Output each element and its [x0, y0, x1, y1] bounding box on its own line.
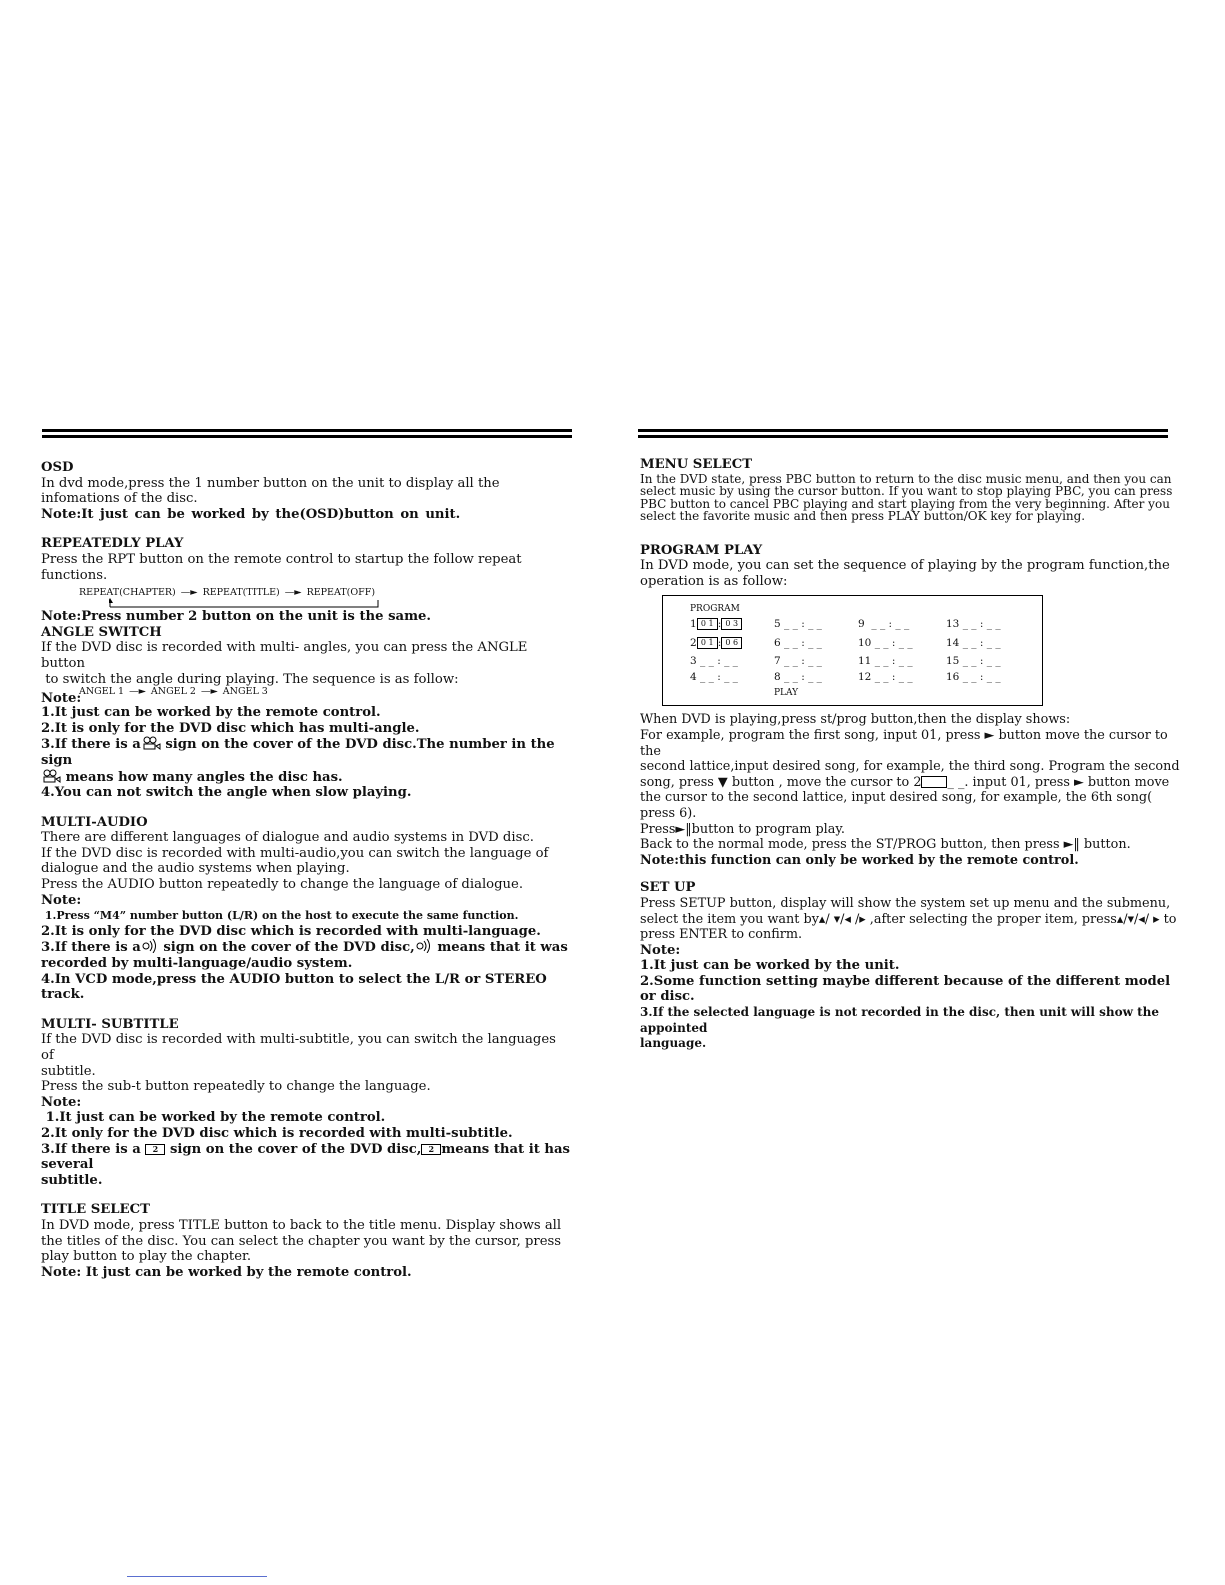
repeat-heading: REPEATEDLY PLAY — [41, 536, 184, 552]
setup-text-2: select the item you want by▴/ ▾/◂ /▸ ,after selecting the proper item, press▴/▾/◂/ ▸ to — [640, 911, 1177, 927]
repeat-chapter-label: REPEAT(CHAPTER) — [79, 587, 176, 599]
slot-1-number: 1 — [690, 618, 697, 631]
setup-note-label: Note: — [640, 942, 681, 958]
subtitle-note-3 — [41, 1142, 571, 1173]
audio-note-1: 1.Press “M4” number button (L/R) on the host to execute the same function. — [41, 909, 519, 923]
angle-note-4: 4.You can not switch the angle when slow playing. — [41, 785, 412, 801]
program-para-2: For example, program the first song, input 01, press ► button move the cursor to the — [640, 727, 1168, 759]
program-slot-13: 13 _ _ : _ _ — [946, 618, 1001, 631]
lattice-2a: 0 1 — [697, 637, 718, 649]
menu-heading: MENU SELECT — [640, 457, 753, 472]
program-text-1: In DVD mode, you can set the sequence of playing by the program function,the — [640, 558, 1170, 574]
audio-note-3-cont: recorded by multi-language/audio system. — [41, 956, 353, 972]
angle-1-label: ANGEL 1 — [79, 686, 125, 698]
program-slot-14: 14 _ _ : _ _ — [946, 637, 1001, 650]
menu-text-4: select the favorite music and then press PLAY button/OK key for playing. — [640, 509, 1086, 524]
audio-waves-icon — [141, 939, 159, 953]
program-note: Note:this function can only be worked by the remote control. — [640, 852, 1079, 868]
subtitle-note-label: Note: — [41, 1094, 82, 1110]
angle-note-3a: 3.If there is a — [41, 737, 141, 753]
right-column — [640, 457, 1180, 1052]
camera-angle-icon — [141, 736, 161, 750]
title-select-text-1: In DVD mode, press TITLE button to back to the title menu. Display shows all — [41, 1217, 562, 1233]
angle-note-3b: sign on the cover of the DVD disc.The number in the sign — [41, 737, 555, 768]
title-select-heading: TITLE SELECT — [41, 1202, 150, 1218]
arrow-right-icon: —► — [284, 587, 302, 599]
audio-text-3: dialogue and the audio systems when playing. — [41, 861, 350, 877]
angle-note-1: 1.It just can be worked by the remote control. — [41, 705, 381, 721]
subtitle-note-3a: 3.If there is a — [41, 1141, 141, 1157]
program-para-1: When DVD is playing,press st/prog button,then the display shows: — [640, 712, 1071, 728]
osd-text-1: In dvd mode,press the 1 number button on the unit to display all the — [41, 475, 500, 491]
program-slot-11: 11 _ _ : _ _ — [858, 655, 913, 668]
repeat-note: Note:Press number 2 button on the unit is the same. — [41, 609, 432, 625]
right-header-rule — [638, 429, 1168, 438]
angle-2-label: ANGEL 2 — [150, 686, 196, 698]
program-slot-5: 5 _ _ : _ _ — [774, 618, 822, 631]
lattice-1b: 0 3 — [721, 618, 742, 630]
repeat-off-label: REPEAT(OFF) — [306, 587, 376, 599]
program-para-3: second lattice,input desired song, for example, the third song. Program the second — [640, 759, 1180, 775]
angle-sequence — [79, 686, 268, 698]
title-select-text-2: the titles of the disc. You can select the chapter you want by the cursor, press — [41, 1233, 562, 1249]
setup-note-3: 3.If the selected language is not recorded in the disc, then unit will show the appointed — [640, 1005, 1159, 1035]
lattice-2b: 0 6 — [721, 637, 742, 649]
audio-text-2: If the DVD disc is recorded with multi-audio,you can switch the language of — [41, 845, 549, 861]
program-box-play: PLAY — [774, 688, 799, 699]
setup-text-3: press ENTER to confirm. — [640, 927, 803, 943]
angle-note-3 — [41, 736, 571, 768]
subtitle-note-1: 1.It just can be worked by the remote control. — [41, 1110, 386, 1126]
camera-angle-icon — [41, 769, 61, 783]
lattice-cursor-icon — [921, 776, 947, 788]
program-display-box — [662, 595, 1043, 706]
program-slot-3: 3 _ _ : _ _ — [690, 655, 738, 668]
osd-text-2: infomations of the disc. — [41, 491, 198, 507]
setup-text-1: Press SETUP button, display will show the system set up menu and the submenu, — [640, 895, 1171, 911]
audio-heading: MULTI-AUDIO — [41, 814, 148, 830]
angle-note-3c: means how many angles the disc has. — [65, 769, 343, 785]
subtitle-note-3b: sign on the cover of the DVD disc, — [169, 1141, 422, 1157]
menu-text-2: select music by using the cursor button. If you want to stop playing PBC, you can press — [640, 484, 1173, 499]
angle-text-2: to switch the angle during playing. The sequence is as follow: — [41, 671, 459, 687]
program-para-6: Press►‖button to program play. — [640, 821, 845, 837]
program-slot-16: 16 _ _ : _ _ — [946, 671, 1001, 684]
program-slot-8: 8 _ _ : _ _ — [774, 671, 822, 684]
program-slot-6: 6 _ _ : _ _ — [774, 637, 822, 650]
menu-text-1: In the DVD state, press PBC button to return to the disc music menu, and then you can — [640, 471, 1172, 486]
setup-heading: SET UP — [640, 880, 696, 896]
program-para-4 — [640, 775, 1180, 791]
program-heading: PROGRAM PLAY — [640, 542, 763, 558]
audio-note-2: 2.It is only for the DVD disc which is recorded with multi-language. — [41, 923, 541, 939]
program-slot-4: 4 _ _ : _ _ — [690, 671, 738, 684]
program-slot-9: 9 _ _ : _ _ — [858, 618, 910, 631]
program-slot-7: 7 _ _ : _ _ — [774, 655, 822, 668]
title-select-note: Note: It just can be worked by the remote control. — [41, 1264, 412, 1280]
subtitle-text-3: Press the sub-t button repeatedly to change the language. — [41, 1079, 431, 1095]
osd-note: Note:It just can be worked by the(OSD)button on unit. — [41, 506, 461, 522]
program-para-7: Back to the normal mode, press the ST/PROG button, then press ►‖ button. — [640, 837, 1131, 853]
slot-2-number: 2 — [690, 637, 697, 650]
angle-heading: ANGLE SWITCH — [41, 624, 162, 640]
angle-text-1: If the DVD disc is recorded with multi- angles, you can press the ANGLE button — [41, 640, 528, 671]
repeat-title-label: REPEAT(TITLE) — [202, 587, 280, 599]
subtitle-note-3c: means that it has several — [41, 1141, 570, 1173]
audio-note-3c: means that it was — [437, 940, 568, 956]
audio-note-label: Note: — [41, 892, 82, 908]
program-slot-1: 1 0 1 : 0 3 — [690, 617, 742, 633]
menu-text-3: PBC button to cancel PBC playing and start playing from the very beginning. After you — [640, 496, 1170, 511]
subtitle-note-2: 2.It only for the DVD disc which is recorded with multi-subtitle. — [41, 1125, 513, 1141]
angle-note-label: Note: — [41, 691, 82, 707]
program-box-title: PROGRAM — [690, 604, 740, 615]
audio-note-3b: sign on the cover of the DVD disc, — [163, 940, 415, 956]
loop-back-arrow-icon — [109, 598, 389, 608]
subtitle-sign-icon: 2 — [145, 1144, 165, 1155]
audio-note-4: 4.In VCD mode,press the AUDIO button to select the L/R or STEREO track. — [41, 971, 547, 1003]
program-para-4b: _ _. input 01, press ► button move — [947, 774, 1170, 790]
audio-note-3 — [41, 939, 571, 956]
subtitle-text-1: If the DVD disc is recorded with multi-subtitle, you can switch the languages of — [41, 1032, 556, 1063]
arrow-right-icon: —► — [180, 587, 198, 599]
program-slot-10: 10 _ _ : _ _ — [858, 637, 913, 650]
program-text-2: operation is as follow: — [640, 573, 788, 589]
osd-heading: OSD — [41, 460, 74, 475]
program-slot-15: 15 _ _ : _ _ — [946, 655, 1001, 668]
left-column — [41, 460, 571, 1280]
program-para-5: the cursor to the second lattice, input desired song, for example, the 6th song( press 6). — [640, 790, 1153, 821]
program-slot-2: 2 0 1 : 0 6 — [690, 636, 742, 652]
left-header-rule — [42, 429, 572, 438]
setup-note-1: 1.It just can be worked by the unit. — [640, 958, 900, 974]
setup-note-3-cont: language. — [640, 1036, 707, 1051]
subtitle-heading: MULTI- SUBTITLE — [41, 1016, 179, 1032]
repeat-text-1: Press the RPT button on the remote control to startup the follow repeat functions. — [41, 551, 522, 583]
audio-text-4: Press the AUDIO button repeatedly to change the language of dialogue. — [41, 877, 524, 893]
subtitle-text-2: subtitle. — [41, 1063, 96, 1079]
angle-note-3-cont — [41, 769, 571, 786]
subtitle-note-3-cont: subtitle. — [41, 1172, 103, 1188]
title-select-text-3: play button to play the chapter. — [41, 1249, 252, 1265]
setup-note-2: 2.Some function setting maybe different because of the different model or disc. — [640, 973, 1171, 1005]
footer-link-underline — [127, 1576, 267, 1577]
audio-waves-icon — [415, 939, 433, 953]
audio-note-3a: 3.If there is a — [41, 940, 141, 956]
audio-text-1: There are different languages of dialogue and audio systems in DVD disc. — [41, 830, 534, 846]
program-slot-12: 12 _ _ : _ _ — [858, 671, 913, 684]
subtitle-sign-icon: 2 — [421, 1144, 441, 1155]
angle-3-label: ANGEL 3 — [222, 686, 268, 698]
program-para-4a: song, press ▼ button , move the cursor to 2 — [640, 774, 922, 790]
repeat-sequence — [79, 587, 571, 609]
arrow-right-icon: —► — [129, 686, 146, 698]
lattice-1a: 0 1 — [697, 618, 718, 630]
angle-note-2: 2.It is only for the DVD disc which has multi-angle. — [41, 720, 420, 736]
arrow-right-icon: —► — [200, 686, 218, 698]
